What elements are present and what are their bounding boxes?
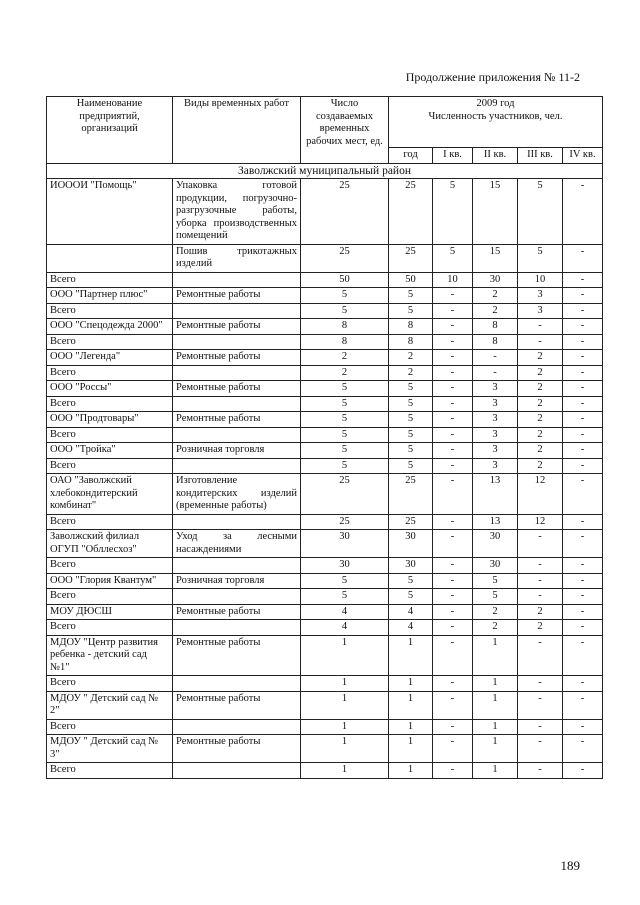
cell-year: 5 (389, 573, 433, 589)
cell-q3: 2 (518, 458, 563, 474)
cell-work: Ремонтные работы (173, 635, 301, 676)
cell-org: Всего (47, 589, 173, 605)
cell-org: ООО "Спецодежда 2000" (47, 319, 173, 335)
cell-q4: - (563, 620, 603, 636)
cell-places: 4 (301, 604, 389, 620)
cell-work (173, 272, 301, 288)
cell-org: Всего (47, 719, 173, 735)
cell-work: Упаковка готовой продукции, погрузочно-разгрузочные работы, уборка производственных помещений (173, 179, 301, 245)
cell-work (173, 514, 301, 530)
cell-q3: - (518, 589, 563, 605)
cell-year: 5 (389, 288, 433, 304)
cell-q4: - (563, 350, 603, 366)
cell-places: 5 (301, 443, 389, 459)
header-q1: I кв. (433, 148, 473, 164)
cell-q4: - (563, 530, 603, 558)
cell-org: ООО "Продтовары" (47, 412, 173, 428)
cell-q4: - (563, 458, 603, 474)
table-body (47, 163, 603, 778)
cell-q1: - (433, 530, 473, 558)
cell-q2: 1 (473, 763, 518, 779)
cell-places: 5 (301, 573, 389, 589)
header-year: 2009 год (476, 98, 515, 109)
cell-q1: - (433, 412, 473, 428)
cell-q3: - (518, 676, 563, 692)
header-work: Виды временных работ (173, 97, 301, 164)
cell-q4: - (563, 272, 603, 288)
cell-year: 5 (389, 589, 433, 605)
cell-q2: 30 (473, 272, 518, 288)
table-row (47, 573, 603, 589)
cell-q4: - (563, 691, 603, 719)
cell-work (173, 303, 301, 319)
cell-q3: - (518, 334, 563, 350)
cell-q3: 2 (518, 350, 563, 366)
cell-org: Заволжский филиал ОГУП "Обллесхоз" (47, 530, 173, 558)
cell-places: 25 (301, 244, 389, 272)
cell-q3: 2 (518, 396, 563, 412)
cell-work: Изготовление кондитерских изделий (временные работы) (173, 474, 301, 515)
cell-q1: - (433, 365, 473, 381)
table-row (47, 288, 603, 304)
table-row (47, 604, 603, 620)
cell-q2: 13 (473, 474, 518, 515)
cell-year: 8 (389, 319, 433, 335)
cell-year: 5 (389, 303, 433, 319)
cell-q1: - (433, 589, 473, 605)
cell-q4: - (563, 604, 603, 620)
cell-q4: - (563, 676, 603, 692)
cell-q4: - (563, 427, 603, 443)
cell-org: Всего (47, 303, 173, 319)
table-header (47, 97, 603, 164)
cell-q1: 5 (433, 179, 473, 245)
cell-places: 5 (301, 396, 389, 412)
cell-q2: 1 (473, 676, 518, 692)
table-row (47, 635, 603, 676)
cell-q2: - (473, 350, 518, 366)
cell-q1: - (433, 458, 473, 474)
cell-org: Всего (47, 558, 173, 574)
table-row (47, 179, 603, 245)
cell-year: 4 (389, 604, 433, 620)
cell-year: 25 (389, 514, 433, 530)
cell-org: Всего (47, 427, 173, 443)
cell-q3: - (518, 558, 563, 574)
cell-q4: - (563, 288, 603, 304)
cell-work (173, 396, 301, 412)
header-org: Наименование предприятий, организаций (47, 97, 173, 164)
cell-org: Всего (47, 334, 173, 350)
cell-q1: - (433, 604, 473, 620)
cell-q2: 3 (473, 427, 518, 443)
cell-org: Всего (47, 272, 173, 288)
cell-q2: 8 (473, 334, 518, 350)
cell-q2: - (473, 365, 518, 381)
cell-year: 25 (389, 179, 433, 245)
cell-q3: 2 (518, 412, 563, 428)
table-row (47, 303, 603, 319)
cell-places: 30 (301, 530, 389, 558)
cell-q2: 3 (473, 458, 518, 474)
cell-year: 30 (389, 530, 433, 558)
cell-q3: - (518, 691, 563, 719)
cell-org: ИОООИ "Помощь" (47, 179, 173, 245)
cell-places: 1 (301, 719, 389, 735)
table-row (47, 676, 603, 692)
cell-q2: 2 (473, 288, 518, 304)
cell-q4: - (563, 635, 603, 676)
cell-year: 30 (389, 558, 433, 574)
cell-year: 50 (389, 272, 433, 288)
cell-org: МДОУ " Детский сад № 3" (47, 735, 173, 763)
cell-work (173, 763, 301, 779)
table-row (47, 319, 603, 335)
cell-q1: - (433, 303, 473, 319)
cell-q2: 3 (473, 396, 518, 412)
cell-q4: - (563, 365, 603, 381)
table-row (47, 244, 603, 272)
cell-places: 2 (301, 350, 389, 366)
table-row (47, 735, 603, 763)
cell-places: 5 (301, 303, 389, 319)
cell-work: Розничная торговля (173, 443, 301, 459)
cell-q4: - (563, 474, 603, 515)
table-row (47, 763, 603, 779)
cell-q3: 5 (518, 244, 563, 272)
table-row (47, 458, 603, 474)
cell-year: 1 (389, 719, 433, 735)
cell-q2: 13 (473, 514, 518, 530)
cell-places: 1 (301, 635, 389, 676)
cell-places: 25 (301, 179, 389, 245)
cell-places: 5 (301, 458, 389, 474)
cell-q1: - (433, 319, 473, 335)
cell-q3: - (518, 319, 563, 335)
cell-q1: - (433, 676, 473, 692)
cell-year: 4 (389, 620, 433, 636)
cell-org: МДОУ "Центр развития ребенка - детский сад №1" (47, 635, 173, 676)
cell-q3: 2 (518, 620, 563, 636)
cell-year: 5 (389, 381, 433, 397)
cell-q2: 3 (473, 412, 518, 428)
region-row (47, 163, 603, 179)
cell-q2: 1 (473, 635, 518, 676)
cell-q3: - (518, 530, 563, 558)
table-row (47, 381, 603, 397)
cell-q2: 15 (473, 179, 518, 245)
cell-q1: - (433, 474, 473, 515)
cell-work: Ремонтные работы (173, 412, 301, 428)
cell-q4: - (563, 443, 603, 459)
cell-q2: 2 (473, 604, 518, 620)
cell-work: Ремонтные работы (173, 350, 301, 366)
cell-q4: - (563, 179, 603, 245)
cell-year: 1 (389, 735, 433, 763)
cell-q4: - (563, 334, 603, 350)
cell-q3: 2 (518, 381, 563, 397)
table-row (47, 443, 603, 459)
cell-q1: - (433, 719, 473, 735)
cell-org: Всего (47, 396, 173, 412)
cell-work: Ремонтные работы (173, 319, 301, 335)
table-row (47, 365, 603, 381)
cell-q1: - (433, 514, 473, 530)
cell-places: 1 (301, 691, 389, 719)
cell-org: МОУ ДЮСШ (47, 604, 173, 620)
cell-places: 1 (301, 676, 389, 692)
page-header: Продолжение приложения № 11-2 (405, 70, 580, 84)
cell-places: 1 (301, 735, 389, 763)
header-year-group (389, 97, 603, 148)
cell-q4: - (563, 589, 603, 605)
cell-q3: - (518, 573, 563, 589)
cell-org: Всего (47, 620, 173, 636)
table-row (47, 412, 603, 428)
cell-org: ООО "Партнер плюс" (47, 288, 173, 304)
cell-q2: 1 (473, 719, 518, 735)
cell-q1: - (433, 620, 473, 636)
cell-q1: - (433, 635, 473, 676)
cell-places: 8 (301, 334, 389, 350)
cell-work (173, 589, 301, 605)
cell-year: 5 (389, 412, 433, 428)
header-q4: IV кв. (563, 148, 603, 164)
cell-work (173, 719, 301, 735)
cell-q4: - (563, 319, 603, 335)
cell-year: 2 (389, 350, 433, 366)
cell-q3: 3 (518, 303, 563, 319)
cell-q2: 1 (473, 735, 518, 763)
cell-q2: 15 (473, 244, 518, 272)
cell-q3: 12 (518, 514, 563, 530)
cell-q3: 2 (518, 365, 563, 381)
cell-org: Всего (47, 514, 173, 530)
cell-q3: - (518, 635, 563, 676)
cell-q4: - (563, 244, 603, 272)
cell-year: 5 (389, 443, 433, 459)
cell-work (173, 334, 301, 350)
cell-work: Уход за лесными насаждениями (173, 530, 301, 558)
table-row (47, 589, 603, 605)
cell-q2: 5 (473, 573, 518, 589)
cell-q1: 10 (433, 272, 473, 288)
header-places: Число создаваемых временных рабочих мест, ед. (301, 97, 389, 164)
cell-q1: - (433, 691, 473, 719)
cell-org: Всего (47, 676, 173, 692)
cell-q4: - (563, 735, 603, 763)
table-row (47, 530, 603, 558)
region-name: Заволжский муниципальный район (47, 163, 603, 179)
cell-org: ООО "Глория Квантум" (47, 573, 173, 589)
cell-q4: - (563, 396, 603, 412)
header-q3: III кв. (518, 148, 563, 164)
cell-places: 25 (301, 514, 389, 530)
cell-year: 5 (389, 458, 433, 474)
cell-q2: 2 (473, 620, 518, 636)
cell-work (173, 427, 301, 443)
table-row (47, 474, 603, 515)
cell-work (173, 620, 301, 636)
table-row (47, 396, 603, 412)
cell-places: 5 (301, 381, 389, 397)
cell-work (173, 365, 301, 381)
cell-org: ООО "Россы" (47, 381, 173, 397)
cell-q1: - (433, 396, 473, 412)
header-year-total: год (389, 148, 433, 164)
cell-places: 25 (301, 474, 389, 515)
cell-q2: 3 (473, 443, 518, 459)
cell-org: ООО "Легенда" (47, 350, 173, 366)
cell-year: 25 (389, 244, 433, 272)
cell-work: Ремонтные работы (173, 604, 301, 620)
cell-places: 5 (301, 412, 389, 428)
cell-q1: 5 (433, 244, 473, 272)
cell-year: 1 (389, 635, 433, 676)
cell-org: МДОУ " Детский сад № 2" (47, 691, 173, 719)
cell-places: 5 (301, 288, 389, 304)
cell-q3: 12 (518, 474, 563, 515)
cell-work: Ремонтные работы (173, 288, 301, 304)
cell-places: 50 (301, 272, 389, 288)
cell-org (47, 244, 173, 272)
table-row (47, 514, 603, 530)
page-number: 189 (560, 858, 580, 873)
cell-q4: - (563, 303, 603, 319)
cell-q3: 2 (518, 604, 563, 620)
cell-places: 30 (301, 558, 389, 574)
cell-q1: - (433, 381, 473, 397)
cell-places: 8 (301, 319, 389, 335)
cell-q4: - (563, 558, 603, 574)
cell-q1: - (433, 350, 473, 366)
cell-org: ООО "Тройка" (47, 443, 173, 459)
cell-places: 4 (301, 620, 389, 636)
cell-org: Всего (47, 365, 173, 381)
table-row (47, 334, 603, 350)
cell-q2: 2 (473, 303, 518, 319)
cell-work (173, 458, 301, 474)
cell-q3: - (518, 763, 563, 779)
cell-year: 1 (389, 676, 433, 692)
cell-work: Ремонтные работы (173, 735, 301, 763)
cell-q3: - (518, 735, 563, 763)
cell-q1: - (433, 763, 473, 779)
cell-q4: - (563, 719, 603, 735)
table-row (47, 350, 603, 366)
cell-q3: - (518, 719, 563, 735)
cell-year: 2 (389, 365, 433, 381)
cell-org: Всего (47, 763, 173, 779)
cell-q3: 5 (518, 179, 563, 245)
cell-q4: - (563, 412, 603, 428)
header-q2: II кв. (473, 148, 518, 164)
cell-q3: 3 (518, 288, 563, 304)
table-row (47, 691, 603, 719)
cell-year: 5 (389, 396, 433, 412)
cell-places: 2 (301, 365, 389, 381)
table-row (47, 719, 603, 735)
cell-q1: - (433, 427, 473, 443)
cell-work: Розничная торговля (173, 573, 301, 589)
cell-places: 1 (301, 763, 389, 779)
cell-q2: 5 (473, 589, 518, 605)
cell-q2: 8 (473, 319, 518, 335)
cell-q2: 30 (473, 530, 518, 558)
cell-q1: - (433, 288, 473, 304)
cell-places: 5 (301, 589, 389, 605)
cell-year: 5 (389, 427, 433, 443)
cell-q1: - (433, 735, 473, 763)
cell-q1: - (433, 334, 473, 350)
cell-work: Пошив трикотажных изделий (173, 244, 301, 272)
cell-q4: - (563, 763, 603, 779)
cell-work: Ремонтные работы (173, 381, 301, 397)
table-row (47, 272, 603, 288)
cell-q4: - (563, 514, 603, 530)
cell-q4: - (563, 381, 603, 397)
cell-work (173, 676, 301, 692)
cell-q3: 2 (518, 443, 563, 459)
cell-q2: 1 (473, 691, 518, 719)
table-row (47, 620, 603, 636)
cell-q1: - (433, 558, 473, 574)
employment-table (46, 96, 603, 779)
cell-work (173, 558, 301, 574)
cell-q4: - (563, 573, 603, 589)
cell-work: Ремонтные работы (173, 691, 301, 719)
cell-q1: - (433, 443, 473, 459)
cell-year: 1 (389, 763, 433, 779)
cell-org: ОАО "Заволжский хлебокондитерский комбинат" (47, 474, 173, 515)
cell-q2: 3 (473, 381, 518, 397)
cell-q2: 30 (473, 558, 518, 574)
cell-q1: - (433, 573, 473, 589)
cell-year: 1 (389, 691, 433, 719)
table-row (47, 558, 603, 574)
cell-org: Всего (47, 458, 173, 474)
table-row (47, 427, 603, 443)
cell-q3: 10 (518, 272, 563, 288)
cell-year: 25 (389, 474, 433, 515)
cell-year: 8 (389, 334, 433, 350)
cell-q3: 2 (518, 427, 563, 443)
cell-places: 5 (301, 427, 389, 443)
header-participants: Численность участников, чел. (428, 110, 563, 122)
